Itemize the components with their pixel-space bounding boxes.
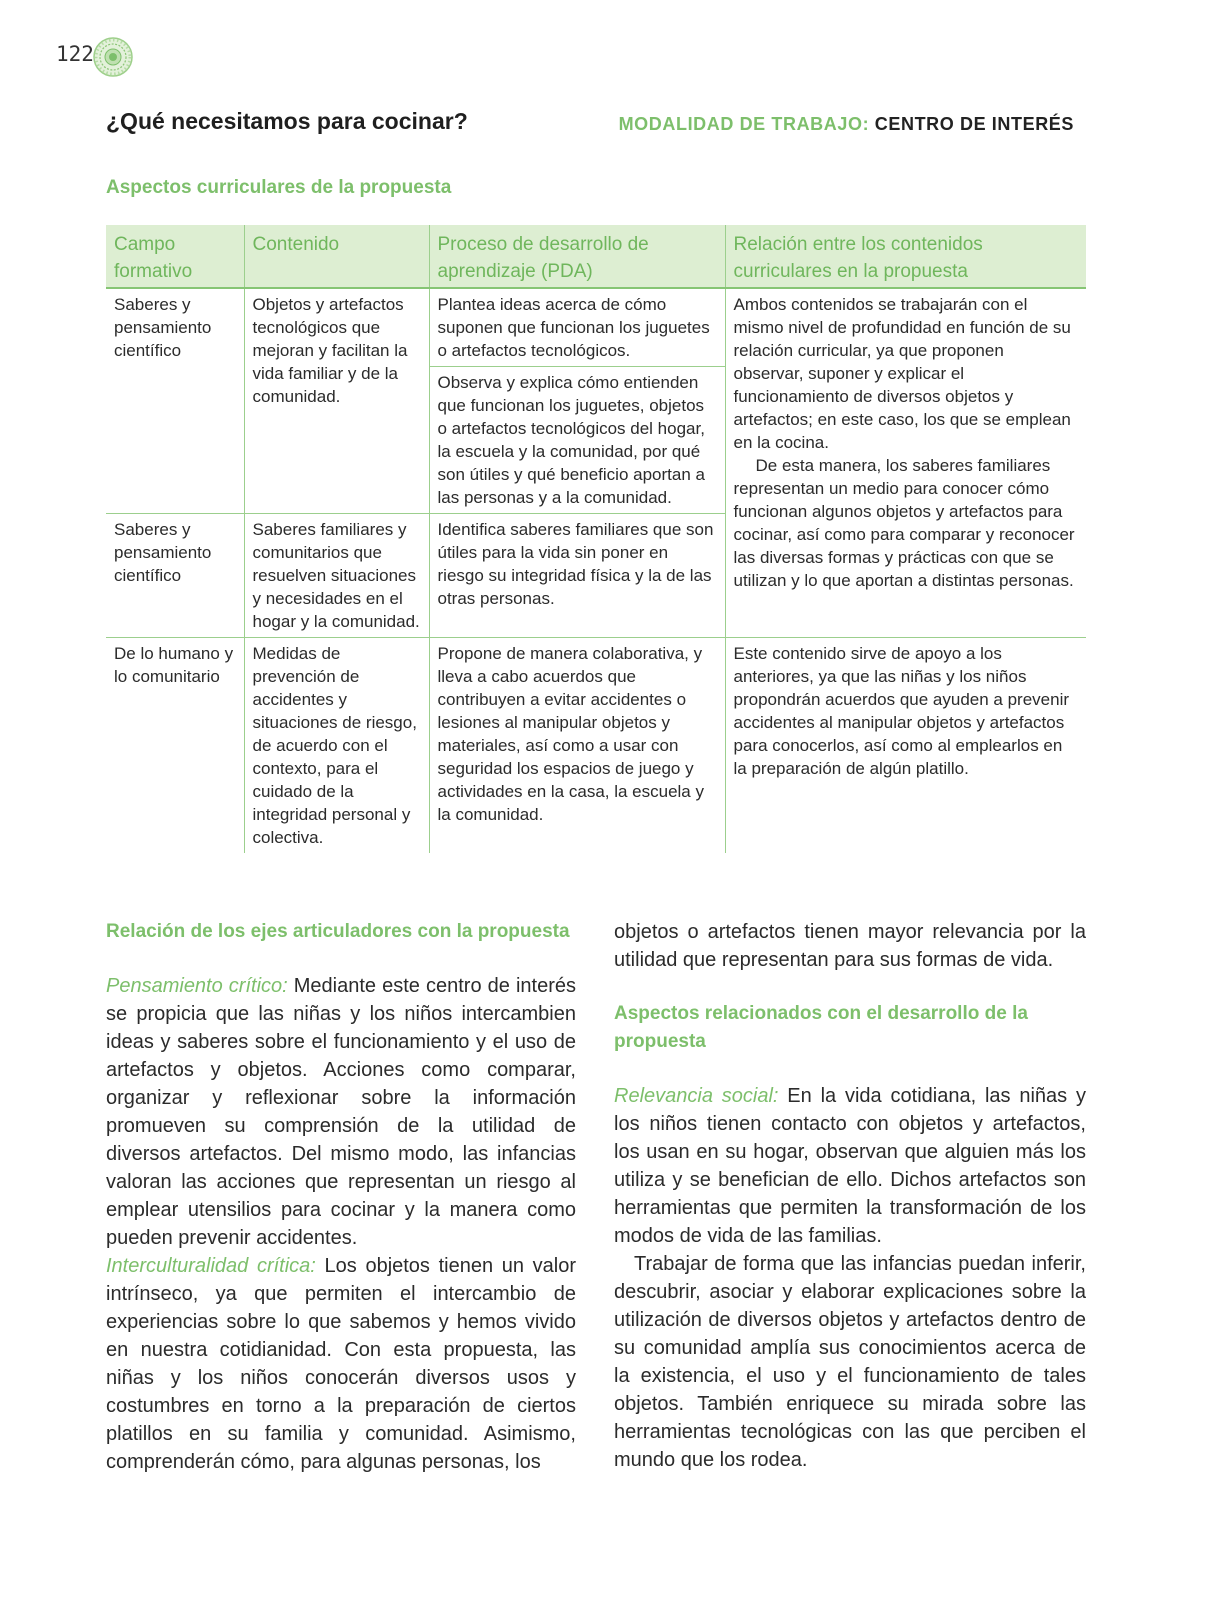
table-header-row [106,225,1086,288]
modality-value: CENTRO DE INTERÉS [874,114,1074,134]
left-column [106,918,576,1476]
page-title: ¿Qué necesitamos para cocinar? [106,108,468,134]
paragraph-trabajar: Trabajar de forma que las infancias puedan inferir, descubrir, asociar y elaborar explicaciones sobre la utilización de diversos objetos y artefactos dentro de su comunidad amplía sus conocimientos acerca de la existencia, el uso y el funcionamiento de tales objetos. También enriquece su mirada sobre las herramientas tecnológicas con las que perciben el mundo que los rodea. [614,1253,1086,1471]
header-contenido: Contenido [244,225,429,288]
paragraph-label: Pensamiento crítico: [106,975,288,997]
cell-pda: Identifica saberes familiares que son útiles para la vida sin poner en riesgo su integridad física y la de las otras personas. [429,514,725,638]
cell-relacion: Este contenido sirve de apoyo a los anteriores, ya que las niñas y los niños propondrán acuerdos que ayuden a prevenir accidentes al manipular objetos y artefactos para conocerlos, así como al emplearlos en la preparación de algún platillo. [725,638,1086,854]
section-heading-curricular: Aspectos curriculares de la propuesta [106,177,452,198]
paragraph-text: En la vida cotidiana, las niñas y los niños tienen contacto con objetos y artefactos, los usan en su hogar, observan que alguien más los utiliza y se benefician de ello. Dichos artefactos son herramientas que permiten la transformación de los modos de vida de las familias. [614,1085,1086,1247]
paragraph-label: Interculturalidad crítica: [106,1255,316,1277]
cell-contenido: Medidas de prevención de accidentes y situaciones de riesgo, de acuerdo con el contexto, para el cuidado de la integridad personal y colectiva. [244,638,429,854]
header-campo: Campo formativo [106,225,244,288]
relacion-paragraph: Ambos contenidos se trabajarán con el mismo nivel de profundidad en función de su relación curricular, ya que proponen observar, suponer y explicar el funcionamiento de diversos objetos y artefactos; en este caso, los que se emplean en la cocina. [733,295,1071,452]
cell-pda: Observa y explica cómo entienden que funcionan los juguetes, objetos o artefactos tecnológicos del hogar, la escuela y la comunidad, por qué son útiles y qué beneficio aportan a las personas y a la comunidad. [429,367,725,514]
header-pda: Proceso de desarrollo de aprendizaje (PDA) [429,225,725,288]
cell-pda: Plantea ideas acerca de cómo suponen que funcionan los juguetes o artefactos tecnológicos. [429,288,725,367]
paragraph-text: Mediante este centro de interés se propicia que las niñas y los niños intercambien ideas y saberes sobre el funcionamiento y el uso de artefactos y objetos. Acciones como comparar, organizar y reflexionar sobre la información promueven su comprensión de la utilidad de diversos artefactos. Del mismo modo, las infancias valoran las acciones que representan un riesgo al emplear utensilios para cocinar y la manera como pueden prevenir accidentes. [106,975,576,1249]
work-modality [619,114,1074,135]
table-row [106,638,1086,854]
cell-campo: Saberes y pensamiento científico [106,514,244,638]
paragraph-relevancia-social [614,1082,1086,1250]
cell-contenido: Objetos y artefactos tecnológicos que mejoran y facilitan la vida familiar y de la comunidad. [244,288,429,514]
page-number: 122 [56,42,94,66]
cell-pda: Propone de manera colaborativa, y lleva a cabo acuerdos que contribuyen a evitar accidentes o lesiones al manipular objetos y materiales, así como a usar con seguridad los espacios de juego y actividades en la casa, la escuela y la comunidad. [429,638,725,854]
section-heading-desarrollo: Aspectos relacionados con el desarrollo de la propuesta [614,1003,1028,1052]
paragraph-text: Los objetos tienen un valor intrínseco, ya que permiten el intercambio de experiencias sobre lo que sabemos y hemos vivido en nuestra cotidianidad. Con esta propuesta, las niñas y los niños conocerán diversos usos y costumbres en torno a la preparación de ciertos platillos en su familia y comunidad. Asimismo, comprenderán cómo, para algunas personas, los [106,1255,577,1473]
cell-relacion [725,288,1086,638]
section-heading-ejes: Relación de los ejes articuladores con la propuesta [106,921,570,942]
table-row [106,288,1086,367]
paragraph-label: Relevancia social: [614,1085,779,1107]
paragraph-interculturalidad [106,1252,576,1476]
cell-campo: De lo humano y lo comunitario [106,638,244,854]
cell-contenido: Saberes familiares y comunitarios que resuelven situaciones y necesidades en el hogar y la comunidad. [244,514,429,638]
right-column [614,918,1086,1474]
cell-campo: Saberes y pensamiento científico [114,295,212,360]
paragraph-continuation: objetos o artefactos tienen mayor relevancia por la utilidad que representan para sus formas de vida. [614,921,1086,971]
sun-wheel-icon [92,36,134,78]
paragraph-pensamiento-critico [106,972,576,1252]
modality-label: MODALIDAD DE TRABAJO: [618,114,870,134]
curricular-table [106,225,1086,853]
header-relacion: Relación entre los contenidos curriculares en la propuesta [725,225,1086,288]
relacion-paragraph: De esta manera, los saberes familiares representan un medio para conocer cómo funcionan algunos objetos y artefactos para cocinar, así como para comparar y reconocer las diversas formas y prácticas con que se utilizan y lo que aportan a distintas personas. [733,456,1075,590]
